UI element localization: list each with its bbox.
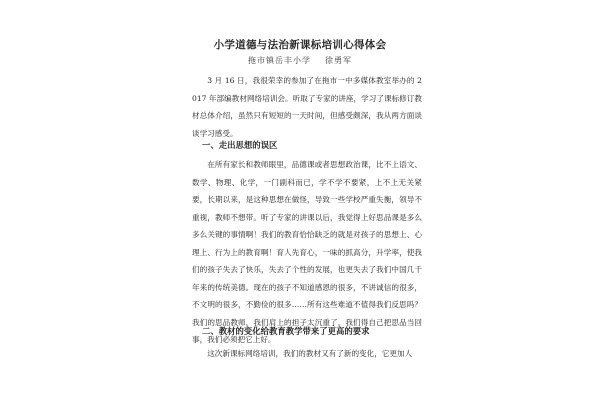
section-1-paragraph: 在所有家长和教师眼里，品德课或者思想政治课，比不上语文、数学、物理、化学，一门副科而已，学不学不要紧，上不上无关紧要，长期以来，是这种思想在做怪，导致一些学校严重失衡，领导不重视，教师不想带。听了专家的讲课以后，我觉得上好思品课是多么多么关键的事情啊！我们的教育恰恰缺乏的就是对孩子的思想上、心理上、行为上的教育啊！育人先育心，一味的抓高分，升学率，使我们的孩子失去了快乐，失去了个性的发展，也更失去了我们中国几千年来的传统美德。现在的孩子不知道感恩的很多，不讲诚信的很多，不文明的很多，不勤俭的很多……所有这些难道不值得我们反思吗？我们的思品教师，我们肩上的担子太沉重了，我们得自己把思品当回事，我们必须把它上好。 [192, 160, 422, 344]
author-byline [0, 55, 600, 66]
intro-paragraph: 3 月 16 日，我很荣幸的参加了在拖市一中多媒体教室举办的 2017 年部编教材网络培训会。听取了专家的讲座，学习了课标修订教材总体介绍，虽然只有短短的一天时间，但感受颇深，我从两方面谈谈学习感受。 [192, 76, 422, 138]
section-heading-1: 一、走出思想的误区 [202, 140, 278, 150]
section-2-paragraph: 这次新课标网络培训，我们的教材又有了新的变化，它更加人 [207, 349, 413, 358]
author-name: 徐勇军 [325, 56, 352, 65]
school-name: 拖市镇岳丰小学 [248, 56, 311, 65]
section-heading-2: 二、教材的变化给教育教学带来了更高的要求 [202, 326, 370, 336]
document-title: 小学道德与法治新课标培训心得体会 [213, 39, 387, 51]
